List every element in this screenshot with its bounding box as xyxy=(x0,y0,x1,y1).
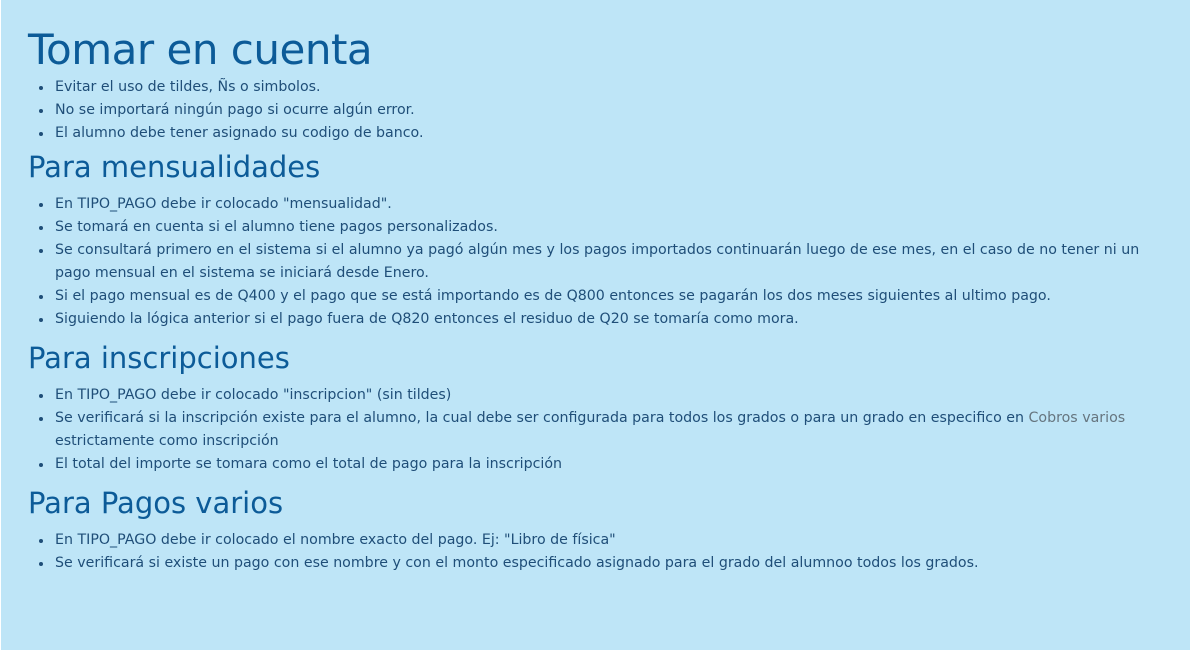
list-item: El total del importe se tomara como el total de pago para la inscripción xyxy=(55,453,1162,476)
list-item: En TIPO_PAGO debe ir colocado "mensualidad". xyxy=(55,193,1162,216)
list-inscripciones xyxy=(28,384,1162,476)
list-item-text: Se verificará si la inscripción existe para el alumno, la cual debe ser configurada para todos los grados o para un grado en especifico en xyxy=(55,410,1029,426)
heading-mensualidades: Para mensualidades xyxy=(28,150,321,184)
list-item-text: estrictamente como inscripción xyxy=(55,433,279,449)
list-item: Si el pago mensual es de Q400 y el pago que se está importando es de Q800 entonces se pagarán los dos meses siguientes al ultimo pago. xyxy=(55,285,1162,308)
list-item: En TIPO_PAGO debe ir colocado "inscripcion" (sin tildes) xyxy=(55,384,1162,407)
list-item: El alumno debe tener asignado su codigo de banco. xyxy=(55,122,1162,145)
heading-pagos-varios: Para Pagos varios xyxy=(28,486,284,520)
list-item: Siguiendo la lógica anterior si el pago fuera de Q820 entonces el residuo de Q20 se tomaría como mora. xyxy=(55,308,1162,331)
cobros-varios-link[interactable]: Cobros varios xyxy=(1028,410,1126,426)
list-item: En TIPO_PAGO debe ir colocado el nombre exacto del pago. Ej: "Libro de física" xyxy=(55,529,1162,552)
heading-inscripciones: Para inscripciones xyxy=(28,341,290,375)
list-pagos-varios xyxy=(28,529,1162,575)
list-tomar-en-cuenta xyxy=(28,76,1162,145)
list-item: Se consultará primero en el sistema si el alumno ya pagó algún mes y los pagos importados continuarán luego de ese mes, en el caso de no tener ni un pago mensual en el sistema se iniciará desde Enero. xyxy=(55,239,1162,285)
title-tomar-en-cuenta: Tomar en cuenta xyxy=(28,25,373,74)
list-item: No se importará ningún pago si ocurre algún error. xyxy=(55,99,1162,122)
list-item: Se verificará si existe un pago con ese nombre y con el monto especificado asignado para el grado del alumnoo todos los grados. xyxy=(55,552,1162,575)
list-item xyxy=(55,407,1162,453)
list-mensualidades xyxy=(28,193,1162,331)
instructions-panel xyxy=(1,0,1190,650)
list-item: Se tomará en cuenta si el alumno tiene pagos personalizados. xyxy=(55,216,1162,239)
list-item: Evitar el uso de tildes, Ñs o simbolos. xyxy=(55,76,1162,99)
